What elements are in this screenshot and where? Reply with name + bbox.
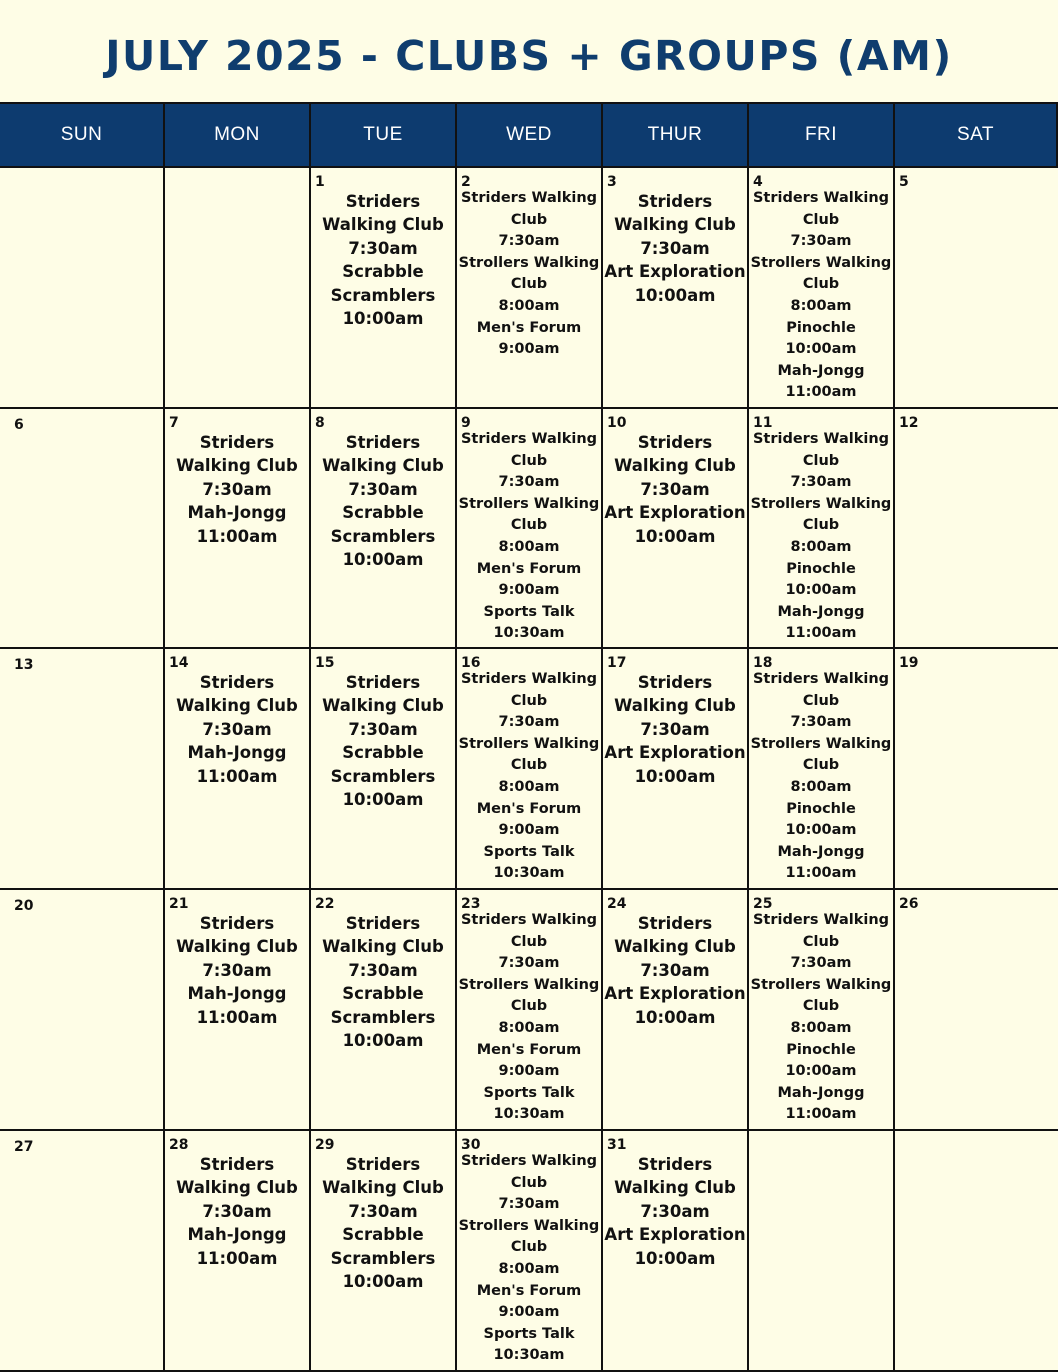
event-line: 7:30am	[202, 479, 272, 499]
event-line: Striders	[637, 192, 713, 211]
event-line: Scramblers	[330, 766, 436, 786]
event-line: 9:00am	[498, 822, 560, 839]
event-line: Walking Club	[614, 937, 736, 957]
weekday-header-mon: MON	[165, 104, 311, 168]
day-number: 17	[607, 655, 627, 671]
day-number: 15	[315, 655, 335, 671]
event-list	[165, 912, 309, 1029]
day-number: 2	[461, 174, 471, 190]
event-line: Pinochle	[786, 1041, 856, 1058]
event-line: Walking Club	[322, 937, 444, 957]
event-list	[311, 190, 455, 330]
event-list	[165, 671, 309, 788]
page-title: JULY 2025 - CLUBS + GROUPS (AM)	[105, 31, 953, 80]
event-line: Scramblers	[330, 285, 436, 305]
calendar-day-cell	[603, 890, 749, 1131]
event-line: 10:00am	[634, 766, 716, 786]
calendar-day-cell	[603, 168, 749, 409]
calendar-day-cell	[165, 649, 311, 890]
calendar-day-cell	[603, 649, 749, 890]
event-line: 7:30am	[348, 960, 418, 980]
event-line: Mah-Jongg	[777, 843, 865, 860]
calendar-day-cell	[457, 409, 603, 649]
event-line: Walking Club	[614, 456, 736, 476]
event-line: 10:30am	[493, 865, 565, 882]
event-line: Walking Club	[176, 696, 298, 716]
event-line: Striders	[637, 433, 713, 452]
event-line: 7:30am	[348, 479, 418, 499]
event-line: 10:00am	[785, 341, 857, 358]
day-number: 28	[169, 1137, 189, 1153]
event-line: 10:00am	[342, 790, 424, 810]
event-line: 7:30am	[348, 1201, 418, 1221]
event-line: 11:00am	[785, 1106, 857, 1123]
calendar-day-cell	[457, 1131, 603, 1372]
event-line: Sports Talk	[483, 1325, 575, 1342]
event-line: Pinochle	[786, 319, 856, 336]
event-line: 11:00am	[196, 766, 278, 786]
event-list	[165, 431, 309, 548]
event-line: Club	[510, 998, 548, 1015]
event-line: Club	[510, 1174, 548, 1191]
event-list	[311, 671, 455, 811]
event-line: Walking Club	[322, 1178, 444, 1198]
event-line: Striders Walking	[460, 190, 598, 206]
event-line: Club	[802, 211, 840, 228]
calendar-day-cell	[603, 409, 749, 649]
event-line: Strollers Walking	[458, 254, 600, 271]
event-list	[457, 910, 601, 1126]
event-line: Mah-Jongg	[187, 984, 287, 1004]
event-list	[457, 1151, 601, 1367]
event-line: Striders	[199, 914, 275, 933]
day-number: 20	[14, 898, 34, 914]
event-line: Men's Forum	[476, 319, 582, 336]
day-number: 16	[461, 655, 481, 671]
calendar-day-cell	[895, 649, 1058, 890]
calendar-day-cell	[603, 1131, 749, 1372]
calendar-day-cell	[749, 409, 895, 649]
calendar-day-cell	[311, 1131, 457, 1372]
calendar-day-cell	[165, 890, 311, 1131]
event-line: 7:30am	[202, 960, 272, 980]
event-list	[749, 188, 893, 404]
event-list	[749, 429, 893, 645]
event-line: 10:00am	[634, 526, 716, 546]
event-line: Striders	[345, 192, 421, 211]
event-line: Club	[510, 692, 548, 709]
event-line: 10:00am	[785, 1063, 857, 1080]
event-line: Walking Club	[322, 456, 444, 476]
event-line: 10:30am	[493, 1347, 565, 1364]
event-line: Men's Forum	[476, 560, 582, 577]
event-line: 9:00am	[498, 341, 560, 358]
event-line: Pinochle	[786, 800, 856, 817]
event-line: Mah-Jongg	[187, 743, 287, 763]
event-line: 7:30am	[202, 719, 272, 739]
event-line: Striders	[199, 1155, 275, 1174]
event-list	[603, 431, 747, 548]
day-number: 13	[14, 657, 34, 673]
calendar-day-cell	[0, 168, 165, 409]
event-line: 11:00am	[196, 526, 278, 546]
event-line: 7:30am	[640, 719, 710, 739]
event-line: Men's Forum	[476, 1282, 582, 1299]
event-line: Scrabble	[342, 503, 424, 523]
calendar-day-cell	[895, 890, 1058, 1131]
event-list	[311, 912, 455, 1052]
event-line: 8:00am	[790, 297, 852, 314]
event-line: Walking Club	[322, 215, 444, 235]
event-line: 7:30am	[498, 955, 560, 972]
weekday-header-thur: THUR	[603, 104, 749, 168]
day-number: 27	[14, 1139, 34, 1155]
calendar-day-cell	[457, 890, 603, 1131]
event-line: Striders Walking	[460, 431, 598, 447]
event-line: 7:30am	[790, 474, 852, 491]
calendar-day-cell	[0, 890, 165, 1131]
event-line: Sports Talk	[483, 843, 575, 860]
calendar-day-cell	[311, 890, 457, 1131]
event-line: Striders	[345, 1155, 421, 1174]
event-line: Striders Walking	[752, 671, 890, 687]
event-line: Club	[802, 276, 840, 293]
event-line: Strollers Walking	[458, 495, 600, 512]
event-line: 8:00am	[790, 1019, 852, 1036]
event-line: 9:00am	[498, 1063, 560, 1080]
event-line: Scramblers	[330, 526, 436, 546]
event-line: 10:00am	[785, 582, 857, 599]
event-list	[311, 1153, 455, 1293]
calendar-day-cell	[311, 649, 457, 890]
day-number: 26	[899, 896, 919, 912]
calendar-day-cell	[457, 168, 603, 409]
event-line: Mah-Jongg	[187, 1225, 287, 1245]
event-line: Art Exploration	[604, 1225, 746, 1245]
event-list	[457, 669, 601, 885]
event-line: Striders	[345, 673, 421, 692]
event-line: Club	[802, 692, 840, 709]
event-line: 7:30am	[640, 238, 710, 258]
weekday-header-sat: SAT	[895, 104, 1058, 168]
day-number: 18	[753, 655, 773, 671]
event-line: Scrabble	[342, 743, 424, 763]
event-line: Striders	[345, 914, 421, 933]
event-line: 10:00am	[342, 309, 424, 329]
event-line: 11:00am	[196, 1248, 278, 1268]
event-line: Scrabble	[342, 1225, 424, 1245]
event-line: 9:00am	[498, 582, 560, 599]
event-line: Walking Club	[322, 696, 444, 716]
calendar-day-cell	[165, 409, 311, 649]
event-list	[749, 669, 893, 885]
day-number: 31	[607, 1137, 627, 1153]
event-line: Club	[802, 933, 840, 950]
event-line: Sports Talk	[483, 1084, 575, 1101]
day-number: 25	[753, 896, 773, 912]
weekday-header-tue: TUE	[311, 104, 457, 168]
event-line: Strollers Walking	[750, 254, 892, 271]
day-number: 4	[753, 174, 763, 190]
event-line: 10:00am	[785, 822, 857, 839]
event-line: Club	[510, 757, 548, 774]
event-line: 7:30am	[498, 714, 560, 731]
day-number: 23	[461, 896, 481, 912]
day-number: 21	[169, 896, 189, 912]
event-line: Club	[802, 517, 840, 534]
day-number: 3	[607, 174, 617, 190]
calendar-day-cell	[165, 1131, 311, 1372]
event-line: Mah-Jongg	[777, 603, 865, 620]
event-line: 7:30am	[640, 479, 710, 499]
event-line: Walking Club	[614, 696, 736, 716]
event-line: Scrabble	[342, 984, 424, 1004]
weekday-header-wed: WED	[457, 104, 603, 168]
event-line: Club	[802, 757, 840, 774]
event-line: 10:00am	[342, 1031, 424, 1051]
event-line: Striders	[199, 673, 275, 692]
calendar-day-cell	[311, 409, 457, 649]
weekday-header-fri: FRI	[749, 104, 895, 168]
event-line: 11:00am	[785, 625, 857, 642]
event-line: Scramblers	[330, 1248, 436, 1268]
event-line: Men's Forum	[476, 1041, 582, 1058]
event-line: Walking Club	[614, 1178, 736, 1198]
event-line: 7:30am	[640, 960, 710, 980]
weekday-header-sun: SUN	[0, 104, 165, 168]
event-list	[165, 1153, 309, 1270]
event-line: 7:30am	[640, 1201, 710, 1221]
day-number: 29	[315, 1137, 335, 1153]
event-line: Strollers Walking	[458, 1217, 600, 1234]
day-number: 10	[607, 415, 627, 431]
day-number: 8	[315, 415, 325, 431]
event-line: 8:00am	[498, 1260, 560, 1277]
calendar-day-cell	[749, 890, 895, 1131]
calendar-day-cell	[165, 168, 311, 409]
day-number: 9	[461, 415, 471, 431]
event-line: Striders Walking	[460, 671, 598, 687]
day-number: 5	[899, 174, 909, 190]
event-line: Scrabble	[342, 262, 424, 282]
event-line: 10:00am	[634, 285, 716, 305]
event-line: Strollers Walking	[458, 976, 600, 993]
event-line: Striders	[637, 1155, 713, 1174]
event-line: Club	[510, 276, 548, 293]
event-line: Mah-Jongg	[777, 1084, 865, 1101]
event-line: Sports Talk	[483, 603, 575, 620]
event-line: Strollers Walking	[750, 976, 892, 993]
event-line: Strollers Walking	[750, 495, 892, 512]
event-line: Mah-Jongg	[187, 503, 287, 523]
calendar-day-cell	[895, 409, 1058, 649]
event-list	[603, 190, 747, 307]
event-line: Walking Club	[176, 937, 298, 957]
event-line: Art Exploration	[604, 262, 746, 282]
calendar-day-cell	[311, 168, 457, 409]
event-line: Striders Walking	[752, 190, 890, 206]
event-line: 7:30am	[498, 1196, 560, 1213]
event-line: Art Exploration	[604, 984, 746, 1004]
event-line: 11:00am	[785, 865, 857, 882]
event-list	[603, 671, 747, 788]
event-list	[311, 431, 455, 571]
event-line: 10:00am	[634, 1007, 716, 1027]
calendar-day-cell	[0, 649, 165, 890]
event-line: 7:30am	[348, 238, 418, 258]
event-list	[603, 912, 747, 1029]
calendar-grid	[0, 102, 1058, 1370]
event-line: Strollers Walking	[750, 735, 892, 752]
event-list	[457, 429, 601, 645]
event-line: 7:30am	[348, 719, 418, 739]
event-line: 8:00am	[790, 538, 852, 555]
event-line: Club	[510, 1239, 548, 1256]
event-line: Striders	[637, 914, 713, 933]
event-line: Pinochle	[786, 560, 856, 577]
event-line: Club	[802, 998, 840, 1015]
calendar-day-cell	[749, 1131, 895, 1372]
event-line: Striders Walking	[460, 912, 598, 928]
event-line: 7:30am	[790, 955, 852, 972]
event-line: Walking Club	[176, 1178, 298, 1198]
day-number: 12	[899, 415, 919, 431]
event-line: Striders Walking	[752, 431, 890, 447]
event-line: 10:30am	[493, 1106, 565, 1123]
event-line: 10:00am	[342, 1272, 424, 1292]
event-line: Club	[510, 452, 548, 469]
event-line: Scramblers	[330, 1007, 436, 1027]
event-line: 7:30am	[790, 714, 852, 731]
event-line: Striders	[199, 433, 275, 452]
event-line: Striders	[345, 433, 421, 452]
day-number: 22	[315, 896, 335, 912]
event-line: Strollers Walking	[458, 735, 600, 752]
event-line: Art Exploration	[604, 503, 746, 523]
calendar-day-cell	[0, 1131, 165, 1372]
day-number: 1	[315, 174, 325, 190]
event-line: Club	[510, 211, 548, 228]
calendar-day-cell	[0, 409, 165, 649]
calendar-day-cell	[895, 168, 1058, 409]
day-number: 14	[169, 655, 189, 671]
event-line: 7:30am	[790, 233, 852, 250]
day-number: 11	[753, 415, 773, 431]
day-number: 19	[899, 655, 919, 671]
event-line: Striders Walking	[752, 912, 890, 928]
day-number: 6	[14, 417, 24, 433]
event-line: 8:00am	[498, 538, 560, 555]
calendar-day-cell	[895, 1131, 1058, 1372]
event-line: 10:00am	[634, 1248, 716, 1268]
event-line: Walking Club	[176, 456, 298, 476]
event-line: 10:30am	[493, 625, 565, 642]
event-list	[749, 910, 893, 1126]
event-line: 8:00am	[498, 297, 560, 314]
calendar-day-cell	[749, 168, 895, 409]
event-line: 7:30am	[498, 474, 560, 491]
event-line: 7:30am	[202, 1201, 272, 1221]
day-number: 30	[461, 1137, 481, 1153]
event-line: Mah-Jongg	[777, 362, 865, 379]
calendar-day-cell	[457, 649, 603, 890]
event-line: 11:00am	[785, 384, 857, 401]
event-line: 10:00am	[342, 550, 424, 570]
event-line: 7:30am	[498, 233, 560, 250]
event-line: Walking Club	[614, 215, 736, 235]
event-line: 8:00am	[498, 778, 560, 795]
day-number: 7	[169, 415, 179, 431]
event-line: 8:00am	[790, 778, 852, 795]
event-line: 8:00am	[498, 1019, 560, 1036]
event-line: 11:00am	[196, 1007, 278, 1027]
event-line: Men's Forum	[476, 800, 582, 817]
event-line: Club	[802, 452, 840, 469]
day-number: 24	[607, 896, 627, 912]
event-list	[457, 188, 601, 361]
event-line: Striders Walking	[460, 1153, 598, 1169]
event-list	[603, 1153, 747, 1270]
calendar-day-cell	[749, 649, 895, 890]
event-line: Art Exploration	[604, 743, 746, 763]
event-line: 9:00am	[498, 1304, 560, 1321]
event-line: Club	[510, 933, 548, 950]
event-line: Striders	[637, 673, 713, 692]
event-line: Club	[510, 517, 548, 534]
